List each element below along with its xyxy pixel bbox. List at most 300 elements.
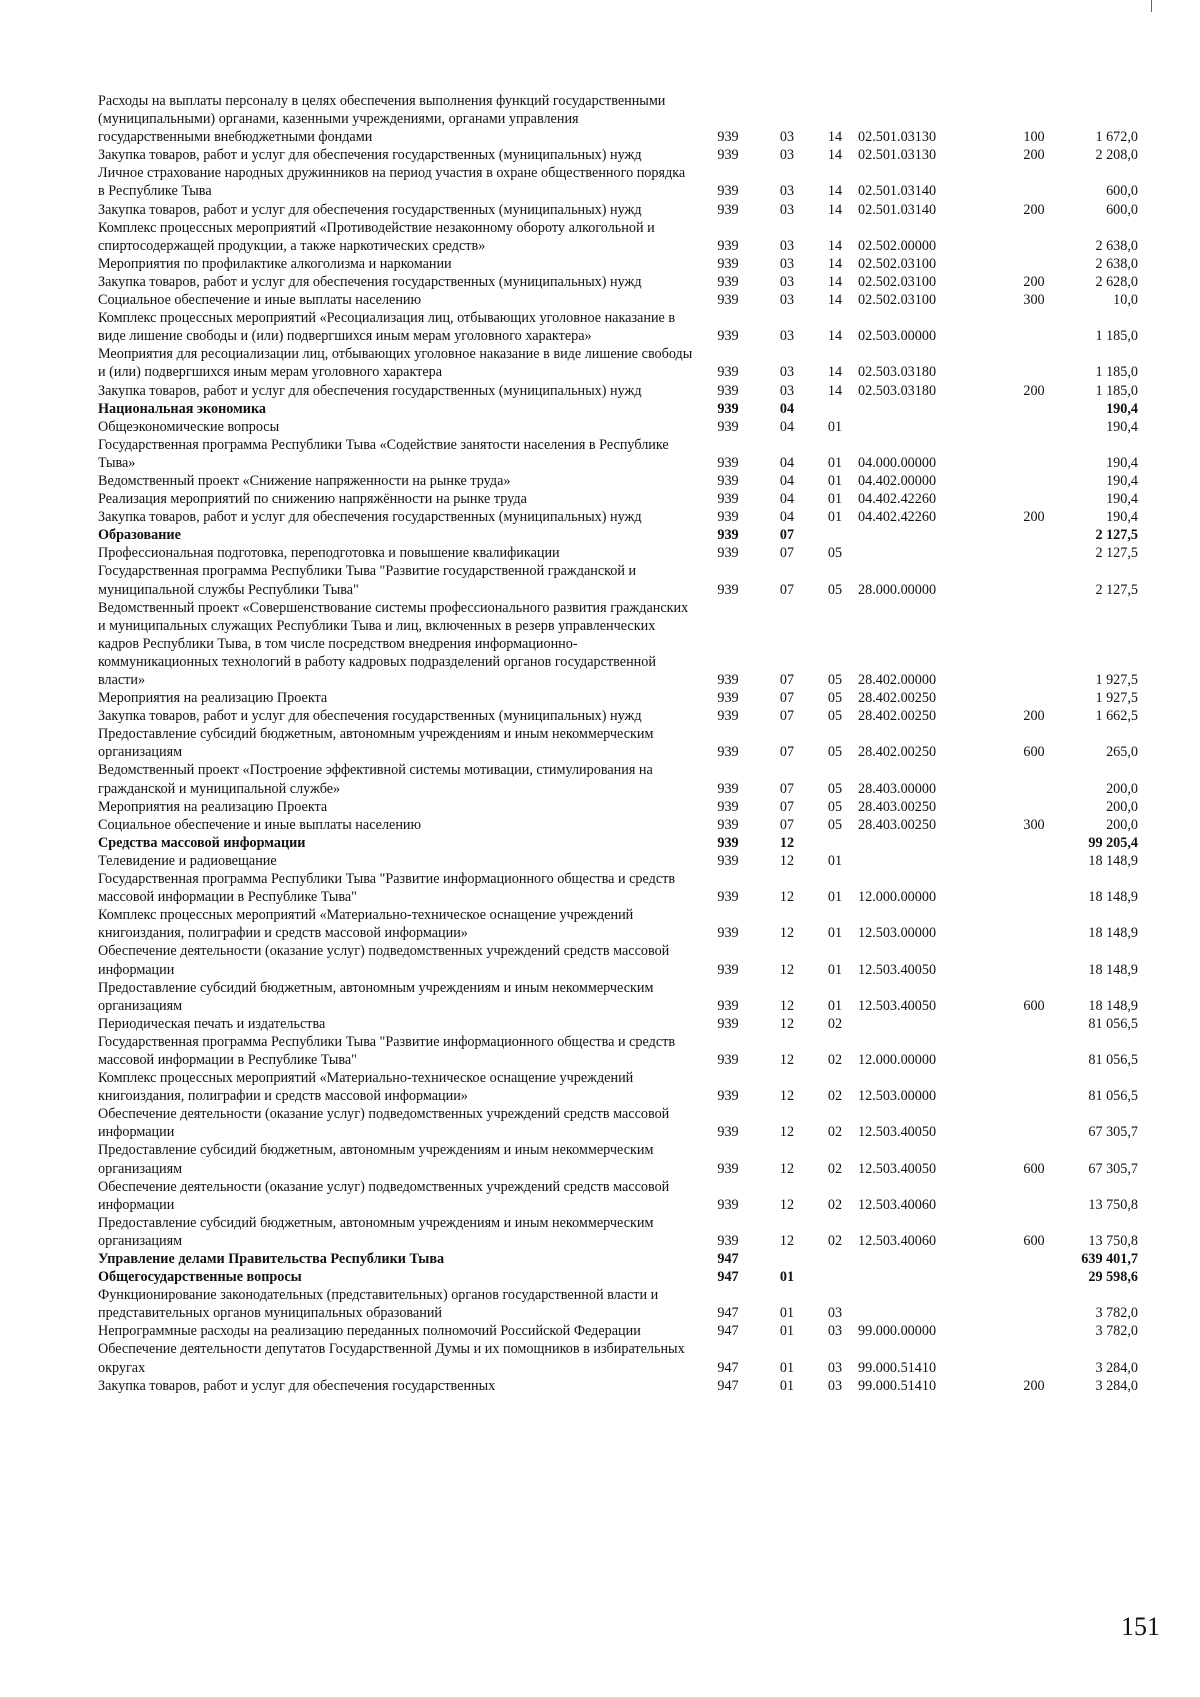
cell-rz: 04 — [779, 454, 795, 471]
cell-vr: 600 — [1023, 1232, 1045, 1249]
table-row — [98, 1377, 1138, 1395]
cell-rz: 01 — [779, 1323, 795, 1340]
cell-pr: 01 — [827, 418, 843, 435]
cell-rz: 07 — [779, 690, 795, 707]
cell-pr: 14 — [827, 183, 843, 200]
cell-ved: 939 — [717, 834, 739, 851]
cell-vr — [1010, 906, 1058, 942]
cell-vr — [1010, 1105, 1058, 1141]
cell-name: Обеспечение деятельности (оказание услуг) подведомственных учреждений средств массовой информации — [98, 1106, 670, 1141]
cell-ved: 939 — [717, 1088, 739, 1105]
cell-csr: 28.403.00250 — [858, 816, 937, 833]
cell-csr: 28.402.00000 — [858, 672, 937, 688]
cell-sum: 639 401,7 — [1081, 1251, 1138, 1267]
cell-rz: 12 — [779, 1232, 795, 1249]
cell-sum: 200,0 — [1106, 816, 1138, 833]
cell-rz: 12 — [779, 1051, 795, 1068]
cell-sum: 3 284,0 — [1095, 1359, 1138, 1376]
cell-vr — [1010, 219, 1058, 255]
cell-pr — [812, 1268, 858, 1286]
table-row — [98, 219, 1138, 255]
cell-vr — [1010, 1268, 1058, 1286]
cell-rz: 03 — [779, 201, 795, 218]
cell-rz: 07 — [779, 672, 795, 688]
cell-vr — [1010, 1340, 1058, 1376]
cell-name: Управление делами Правительства Республики Тыва — [98, 1251, 445, 1267]
table-row — [98, 1286, 1138, 1322]
cell-csr: 02.502.03100 — [858, 255, 937, 272]
table-row — [98, 400, 1138, 418]
cell-vr — [1010, 544, 1058, 562]
cell-vr: 600 — [1023, 1160, 1045, 1177]
table-row — [98, 508, 1138, 526]
cell-vr: 200 — [1023, 1377, 1045, 1394]
cell-sum: 190,4 — [1106, 472, 1138, 489]
cell-sum: 1 927,5 — [1095, 690, 1138, 707]
table-row — [98, 345, 1138, 381]
cell-ved: 939 — [717, 1124, 739, 1141]
cell-sum: 190,4 — [1106, 400, 1138, 417]
cell-sum: 1 185,0 — [1095, 364, 1138, 381]
cell-rz: 07 — [779, 816, 795, 833]
table-row — [98, 544, 1138, 562]
cell-rz: 04 — [779, 491, 795, 508]
cell-csr — [858, 1015, 1010, 1033]
cell-sum: 81 056,5 — [1088, 1015, 1138, 1032]
cell-pr: 01 — [827, 961, 843, 978]
cell-pr: 03 — [827, 1323, 843, 1340]
cell-pr: 02 — [827, 1124, 843, 1141]
table-row — [98, 599, 1138, 689]
cell-vr — [1010, 1033, 1058, 1069]
cell-csr: 12.503.40050 — [858, 1160, 937, 1177]
cell-csr: 02.501.03130 — [858, 147, 937, 164]
cell-csr: 28.000.00000 — [858, 581, 937, 598]
cell-rz: 03 — [779, 147, 795, 164]
cell-ved: 939 — [717, 147, 739, 164]
cell-ved: 939 — [717, 581, 739, 598]
cell-pr: 14 — [827, 292, 843, 309]
cell-vr — [1010, 761, 1058, 797]
cell-rz: 03 — [779, 328, 795, 345]
cell-csr: 28.402.00250 — [858, 690, 937, 707]
cell-pr: 14 — [827, 237, 843, 254]
cell-csr: 02.501.03140 — [858, 183, 937, 200]
table-row — [98, 418, 1138, 436]
cell-vr: 200 — [1023, 273, 1045, 290]
cell-name: Профессиональная подготовка, переподготовка и повышение квалификации — [98, 545, 560, 562]
cell-sum: 99 205,4 — [1088, 834, 1138, 851]
cell-vr: 200 — [1023, 201, 1045, 218]
cell-csr: 02.501.03130 — [858, 129, 937, 146]
cell-ved: 939 — [717, 183, 739, 200]
cell-ved: 939 — [717, 798, 739, 815]
cell-name: Обеспечение деятельности депутатов Государственной Думы и их помощников в избирательных округах — [98, 1341, 685, 1376]
cell-csr — [858, 1286, 1010, 1322]
table-row — [98, 906, 1138, 942]
cell-vr — [1010, 472, 1058, 490]
scan-mark — [1151, 0, 1152, 12]
cell-vr — [1010, 418, 1058, 436]
table-row — [98, 834, 1138, 852]
cell-name: Национальная экономика — [98, 400, 267, 417]
cell-sum: 1 662,5 — [1095, 708, 1138, 725]
cell-sum: 1 672,0 — [1095, 129, 1138, 146]
table-row — [98, 707, 1138, 725]
cell-vr — [1010, 1178, 1058, 1214]
cell-pr: 01 — [827, 509, 843, 526]
cell-ved: 939 — [717, 925, 739, 942]
cell-csr: 04.402.42260 — [858, 509, 937, 526]
table-row — [98, 870, 1138, 906]
cell-rz: 03 — [779, 273, 795, 290]
cell-pr: 01 — [827, 889, 843, 906]
cell-name: Личное страхование народных дружинников на период участия в охране общественного порядка в Республике Тыва — [98, 165, 686, 200]
cell-name: Предоставление субсидий бюджетным, автономным учреждениям и иным некоммерческим организациям — [98, 1142, 654, 1177]
cell-sum: 18 148,9 — [1088, 997, 1138, 1014]
cell-vr: 600 — [1023, 744, 1045, 761]
cell-csr — [858, 834, 1010, 852]
table-row — [98, 1250, 1138, 1268]
cell-name: Мероприятия на реализацию Проекта — [98, 690, 328, 707]
cell-vr: 600 — [1023, 997, 1045, 1014]
cell-vr — [1010, 942, 1058, 978]
cell-rz: 03 — [779, 183, 795, 200]
cell-ved: 939 — [717, 708, 739, 725]
cell-sum: 2 638,0 — [1095, 255, 1138, 272]
cell-ved: 939 — [717, 1015, 739, 1032]
cell-pr — [812, 526, 858, 544]
cell-pr: 03 — [827, 1305, 843, 1322]
cell-csr: 12.503.40050 — [858, 961, 937, 978]
cell-ved: 939 — [717, 780, 739, 797]
cell-sum: 190,4 — [1106, 509, 1138, 526]
cell-rz: 03 — [779, 129, 795, 146]
cell-vr — [1010, 436, 1058, 472]
cell-sum: 2 127,5 — [1095, 527, 1138, 544]
cell-rz: 12 — [779, 961, 795, 978]
cell-vr — [1010, 599, 1058, 689]
cell-name: Телевидение и радиовещание — [98, 852, 277, 869]
cell-pr: 02 — [827, 1051, 843, 1068]
cell-vr — [1010, 345, 1058, 381]
table-row — [98, 436, 1138, 472]
cell-rz: 03 — [779, 382, 795, 399]
cell-name: Ведомственный проект «Снижение напряженности на рынке труда» — [98, 472, 511, 489]
cell-csr: 99.000.51410 — [858, 1359, 937, 1376]
cell-rz: 01 — [779, 1359, 795, 1376]
cell-ved: 939 — [717, 1232, 739, 1249]
table-row — [98, 1141, 1138, 1177]
cell-name: Общегосударственные вопросы — [98, 1269, 302, 1286]
cell-sum: 2 628,0 — [1095, 273, 1138, 290]
cell-csr — [858, 418, 1010, 436]
cell-sum: 67 305,7 — [1088, 1160, 1138, 1177]
cell-ved: 939 — [717, 328, 739, 345]
cell-name: Закупка товаров, работ и услуг для обеспечения государственных (муниципальных) нужд — [98, 201, 642, 218]
cell-pr — [812, 834, 858, 852]
cell-pr: 05 — [827, 798, 843, 815]
cell-sum: 18 148,9 — [1088, 925, 1138, 942]
cell-rz: 03 — [779, 237, 795, 254]
cell-sum: 29 598,6 — [1088, 1269, 1138, 1286]
cell-rz: 12 — [779, 852, 795, 869]
cell-ved: 939 — [717, 997, 739, 1014]
cell-ved: 947 — [717, 1359, 739, 1376]
cell-pr — [812, 1250, 858, 1268]
cell-pr: 14 — [827, 328, 843, 345]
cell-ved: 939 — [717, 509, 739, 526]
cell-ved: 939 — [717, 454, 739, 471]
cell-ved: 939 — [717, 816, 739, 833]
cell-rz: 03 — [779, 292, 795, 309]
cell-name: Мероприятия на реализацию Проекта — [98, 798, 328, 815]
cell-csr: 02.503.00000 — [858, 328, 937, 345]
cell-name: Предоставление субсидий бюджетным, автономным учреждениям и иным некоммерческим организациям — [98, 1214, 654, 1249]
cell-csr: 12.503.40050 — [858, 997, 937, 1014]
cell-name: Периодическая печать и издательства — [98, 1015, 326, 1032]
cell-ved: 939 — [717, 491, 739, 508]
cell-name: Непрограммные расходы на реализацию переданных полномочий Российской Федерации — [98, 1323, 641, 1340]
cell-vr — [1010, 562, 1058, 598]
cell-vr — [1010, 1069, 1058, 1105]
cell-vr — [1010, 1322, 1058, 1340]
cell-ved: 939 — [717, 690, 739, 707]
cell-ved: 939 — [717, 527, 739, 544]
cell-rz: 07 — [779, 780, 795, 797]
table-row — [98, 1214, 1138, 1250]
table-row — [98, 1033, 1138, 1069]
cell-rz: 04 — [779, 509, 795, 526]
cell-name: Ведомственный проект «Совершенствование системы профессионального развития гражданских и муниципальных служащих Республики Тыва и лиц, включенных в резерв управленческих кадров Республики Тыва, в том числе посредством внедрения информационно-коммуникационных технологий в работу кадровых подразделений органов государственной власти» — [98, 599, 689, 688]
cell-rz: 01 — [779, 1377, 795, 1394]
cell-sum: 18 148,9 — [1088, 961, 1138, 978]
cell-sum: 190,4 — [1106, 454, 1138, 471]
cell-csr — [858, 1250, 1010, 1268]
cell-csr: 02.502.00000 — [858, 237, 937, 254]
cell-vr: 200 — [1023, 708, 1045, 725]
cell-csr: 28.402.00250 — [858, 708, 937, 725]
cell-csr — [858, 400, 1010, 418]
cell-csr — [858, 852, 1010, 870]
cell-ved: 939 — [717, 744, 739, 761]
cell-sum: 190,4 — [1106, 418, 1138, 435]
cell-sum: 3 782,0 — [1095, 1323, 1138, 1340]
cell-rz: 12 — [779, 834, 795, 851]
cell-ved: 939 — [717, 1051, 739, 1068]
cell-name: Социальное обеспечение и иные выплаты населению — [98, 292, 422, 309]
cell-name: Общеэкономические вопросы — [98, 418, 280, 435]
cell-pr: 01 — [827, 925, 843, 942]
cell-pr: 14 — [827, 201, 843, 218]
table-row — [98, 798, 1138, 816]
cell-rz: 07 — [779, 527, 795, 544]
cell-ved: 939 — [717, 201, 739, 218]
cell-sum: 1 185,0 — [1095, 328, 1138, 345]
cell-rz: 12 — [779, 1015, 795, 1032]
cell-pr: 01 — [827, 491, 843, 508]
cell-vr — [1010, 1250, 1058, 1268]
cell-name: Комплекс процессных мероприятий «Материально-техническое оснащение учреждений книгоиздания, полиграфии и средств массовой информации» — [98, 907, 634, 942]
cell-vr — [1010, 255, 1058, 273]
cell-rz: 01 — [779, 1305, 795, 1322]
cell-name: Закупка товаров, работ и услуг для обеспечения государственных (муниципальных) нужд — [98, 708, 642, 725]
cell-sum: 2 638,0 — [1095, 237, 1138, 254]
cell-vr: 100 — [1023, 129, 1045, 146]
cell-sum: 67 305,7 — [1088, 1124, 1138, 1141]
table-row — [98, 291, 1138, 309]
cell-rz: 01 — [779, 1269, 795, 1286]
cell-csr: 99.000.51410 — [858, 1377, 937, 1394]
cell-csr: 12.503.40060 — [858, 1232, 937, 1249]
cell-sum: 18 148,9 — [1088, 852, 1138, 869]
cell-rz: 04 — [779, 400, 795, 417]
cell-rz: 12 — [779, 1196, 795, 1213]
cell-ved: 939 — [717, 418, 739, 435]
cell-ved: 947 — [717, 1305, 739, 1322]
cell-csr: 28.403.00000 — [858, 780, 937, 797]
cell-csr: 04.000.00000 — [858, 454, 937, 471]
cell-csr — [858, 526, 1010, 544]
cell-pr: 14 — [827, 129, 843, 146]
table-row — [98, 725, 1138, 761]
cell-vr — [1010, 400, 1058, 418]
cell-csr — [858, 544, 1010, 562]
cell-rz: 07 — [779, 581, 795, 598]
cell-ved: 939 — [717, 400, 739, 417]
table-row — [98, 979, 1138, 1015]
cell-csr: 28.403.00250 — [858, 798, 937, 815]
cell-name: Предоставление субсидий бюджетным, автономным учреждениям и иным некоммерческим организациям — [98, 979, 654, 1014]
cell-sum: 18 148,9 — [1088, 889, 1138, 906]
cell-pr: 14 — [827, 147, 843, 164]
cell-csr: 02.503.03180 — [858, 364, 937, 381]
cell-rz: 07 — [779, 798, 795, 815]
cell-name: Государственная программа Республики Тыва "Развитие государственной гражданской и муниципальной службы Республики Тыва" — [98, 563, 637, 598]
cell-ved: 939 — [717, 672, 739, 688]
table-row — [98, 490, 1138, 508]
cell-pr: 03 — [827, 1359, 843, 1376]
cell-vr: 200 — [1023, 382, 1045, 399]
cell-rz: 12 — [779, 1160, 795, 1177]
cell-name: Расходы на выплаты персоналу в целях обеспечения выполнения функций государственными (муниципальными) органами, казенными учреждениями, органами управления государственными внебюджетными фондами — [98, 93, 666, 146]
table-row — [98, 92, 1138, 146]
cell-pr: 05 — [827, 581, 843, 598]
cell-vr: 300 — [1023, 292, 1045, 309]
cell-csr: 02.502.03100 — [858, 273, 937, 290]
table-row — [98, 146, 1138, 164]
cell-pr: 05 — [827, 708, 843, 725]
cell-pr: 02 — [827, 1160, 843, 1177]
cell-sum: 10,0 — [1113, 292, 1138, 309]
table-row — [98, 309, 1138, 345]
cell-ved: 939 — [717, 852, 739, 869]
cell-vr — [1010, 689, 1058, 707]
cell-vr — [1010, 1015, 1058, 1033]
cell-vr — [1010, 1286, 1058, 1322]
cell-vr — [1010, 164, 1058, 200]
cell-vr — [1010, 834, 1058, 852]
cell-csr: 02.501.03140 — [858, 201, 937, 218]
table-row — [98, 761, 1138, 797]
cell-sum: 2 127,5 — [1095, 545, 1138, 562]
cell-csr: 02.502.03100 — [858, 292, 937, 309]
table-row — [98, 1105, 1138, 1141]
cell-rz: 07 — [779, 545, 795, 562]
cell-ved: 939 — [717, 364, 739, 381]
cell-csr — [858, 1268, 1010, 1286]
cell-sum: 265,0 — [1106, 744, 1138, 761]
cell-pr: 01 — [827, 454, 843, 471]
cell-rz: 12 — [779, 1088, 795, 1105]
cell-name: Образование — [98, 527, 181, 544]
cell-pr: 05 — [827, 816, 843, 833]
cell-vr — [1010, 870, 1058, 906]
cell-pr: 01 — [827, 997, 843, 1014]
cell-rz: 12 — [779, 997, 795, 1014]
cell-name: Государственная программа Республики Тыва "Развитие информационного общества и средств массовой информации в Республике Тыва" — [98, 871, 676, 906]
cell-name: Закупка товаров, работ и услуг для обеспечения государственных (муниципальных) нужд — [98, 147, 642, 164]
table-row — [98, 273, 1138, 291]
cell-rz: 04 — [779, 472, 795, 489]
cell-ved: 939 — [717, 472, 739, 489]
cell-name: Закупка товаров, работ и услуг для обеспечения государственных (муниципальных) нужд — [98, 273, 642, 290]
cell-rz — [762, 1250, 812, 1268]
cell-sum: 2 127,5 — [1095, 581, 1138, 598]
cell-sum: 600,0 — [1106, 201, 1138, 218]
cell-vr: 200 — [1023, 147, 1045, 164]
table-row — [98, 689, 1138, 707]
cell-vr — [1010, 309, 1058, 345]
page-number: 151 — [1121, 1612, 1160, 1641]
cell-rz: 07 — [779, 708, 795, 725]
cell-pr: 02 — [827, 1232, 843, 1249]
cell-sum: 200,0 — [1106, 798, 1138, 815]
cell-name: Обеспечение деятельности (оказание услуг) подведомственных учреждений средств массовой информации — [98, 943, 670, 978]
cell-vr — [1010, 852, 1058, 870]
cell-name: Меоприятия для ресоциализации лиц, отбывающих уголовное наказание в виде лишение свободы и (или) подвергшихся иным мерам уголовного характера — [98, 346, 693, 381]
cell-pr: 05 — [827, 690, 843, 707]
cell-name: Закупка товаров, работ и услуг для обеспечения государственных (муниципальных) нужд — [98, 382, 642, 399]
cell-pr: 02 — [827, 1088, 843, 1105]
cell-csr: 12.000.00000 — [858, 889, 937, 906]
cell-name: Закупка товаров, работ и услуг для обеспечения государственных (муниципальных) нужд — [98, 509, 642, 526]
cell-pr: 05 — [827, 744, 843, 761]
cell-csr: 99.000.00000 — [858, 1323, 937, 1340]
cell-ved: 947 — [717, 1251, 739, 1267]
cell-sum: 81 056,5 — [1088, 1051, 1138, 1068]
table-row — [98, 1340, 1138, 1376]
cell-pr: 05 — [827, 672, 843, 688]
cell-sum: 200,0 — [1106, 780, 1138, 797]
cell-csr: 12.503.40050 — [858, 1124, 937, 1141]
cell-rz: 12 — [779, 889, 795, 906]
cell-ved: 939 — [717, 292, 739, 309]
cell-csr: 12.503.00000 — [858, 925, 937, 942]
cell-name: Государственная программа Республики Тыва «Содействие занятости населения в Республике Тыва» — [98, 436, 669, 471]
cell-csr: 12.503.00000 — [858, 1088, 937, 1105]
cell-pr: 14 — [827, 273, 843, 290]
cell-ved: 947 — [717, 1269, 739, 1286]
table-row — [98, 1268, 1138, 1286]
cell-ved: 939 — [717, 129, 739, 146]
table-row — [98, 526, 1138, 544]
cell-pr: 02 — [827, 1196, 843, 1213]
cell-vr: 300 — [1023, 816, 1045, 833]
cell-csr: 28.402.00250 — [858, 744, 937, 761]
cell-name: Функционирование законодательных (представительных) органов государственной власти и представительных органов муниципальных образований — [98, 1287, 659, 1322]
cell-rz: 12 — [779, 925, 795, 942]
